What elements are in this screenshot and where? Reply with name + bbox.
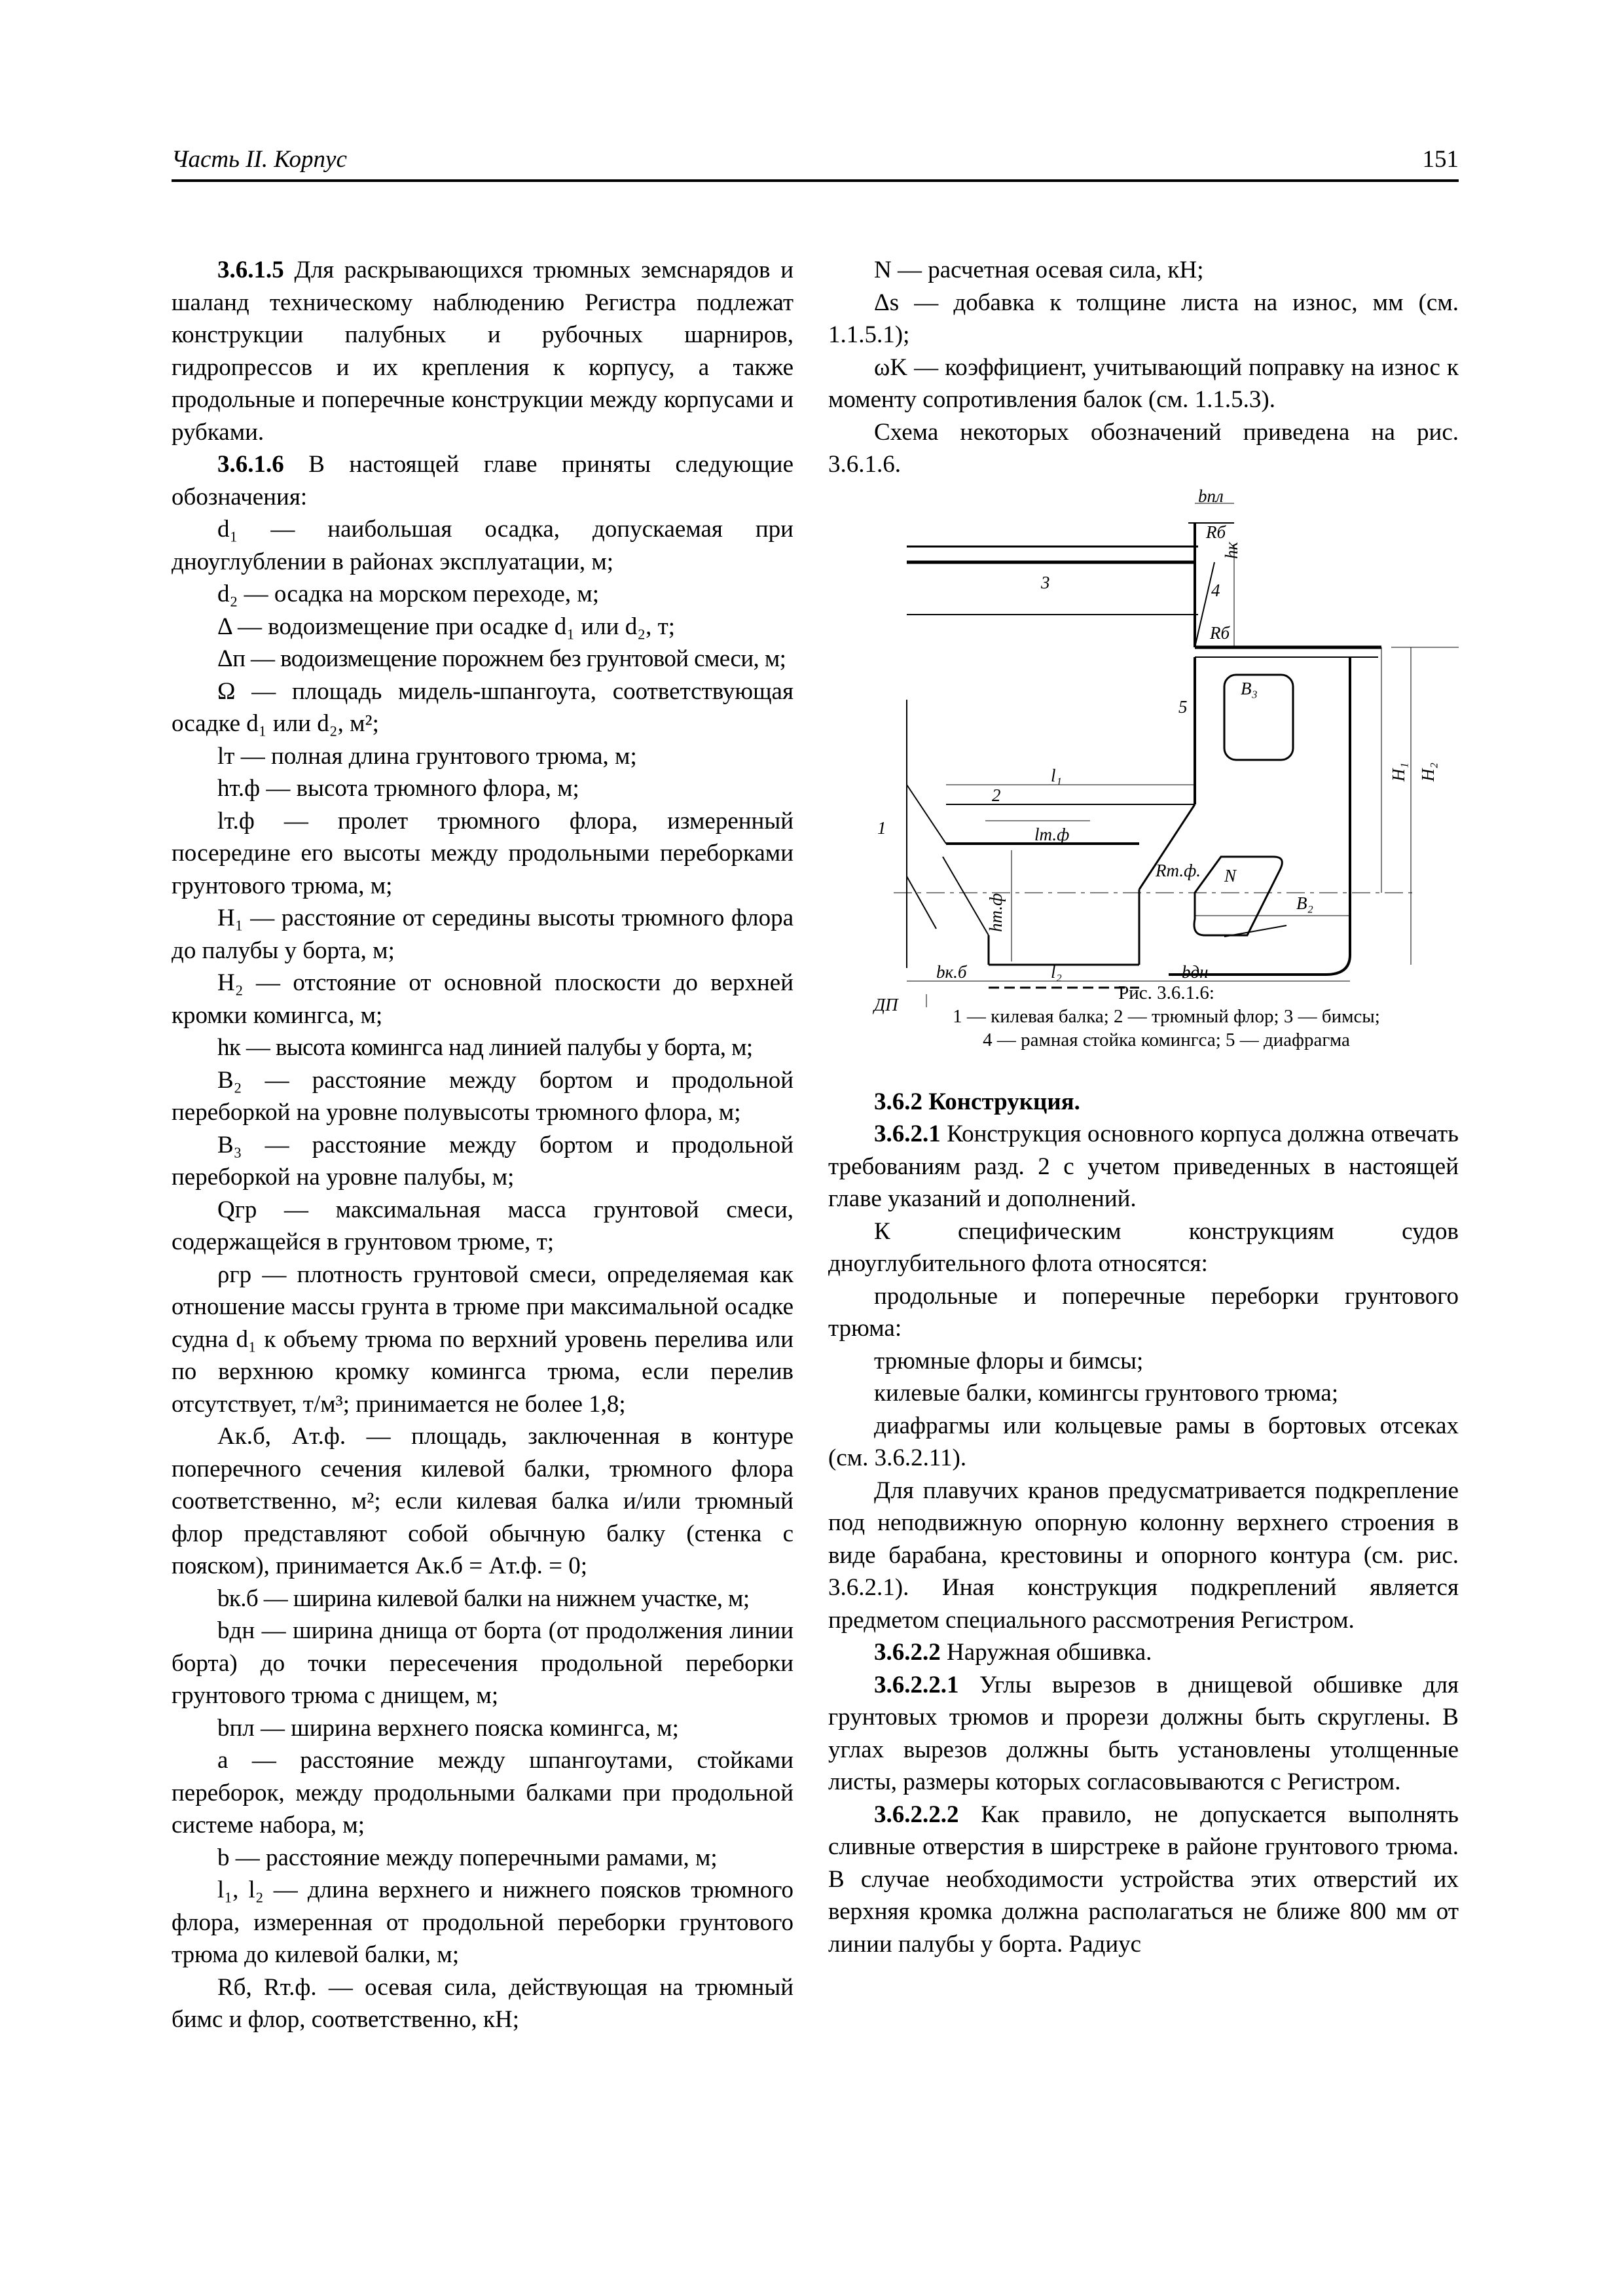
label-N: N [1224, 865, 1237, 886]
definition: Rб, Rт.ф. — осевая сила, действующая на трюмный бимс и флор, соответственно, кН; [172, 1973, 793, 2033]
label-b-pl: bпл [1198, 486, 1224, 506]
label-H2: H₂ [1418, 762, 1438, 781]
figure-3-6-1-6 [828, 484, 1459, 1052]
definition: Δs — добавка к толщине листа на износ, мм (см. 1.1.5.1); [828, 289, 1459, 348]
definition: N — расчетная осевая сила, кН; [874, 257, 1204, 283]
definition: bдн — ширина днища от борта (от продолжения линии борта) до точки пересечения продольной переборки грунтового трюма с днищем, м; [172, 1617, 793, 1709]
label-4: 4 [1211, 580, 1220, 600]
label-5: 5 [1178, 696, 1188, 717]
definition: ρгр — плотность грунтовой смеси, определяемая как отношение массы грунта в трюме при максимальной осадке судна d₁ к объему трюма по верхний уровень перелива или по верхнюю кромку комингса трюма, если перелив отсутствует, т/м³; принимается не более 1,8; [172, 1261, 793, 1418]
running-title: Часть II. Корпус [172, 146, 347, 173]
paragraph: 3.6.2.1 Конструкция основного корпуса должна отвечать требованиям разд. 2 с учетом приведенных в настоящей главе указаний и дополнений. [828, 1121, 1459, 1212]
figure-caption-title: Рис. 3.6.1.6: [1118, 982, 1214, 1003]
label-1: 1 [877, 817, 886, 838]
page-header [172, 145, 1459, 182]
paragraph: К специфическим конструкциям судов дноуглубительного флота относятся: [828, 1217, 1459, 1277]
label-H1: H₁ [1389, 762, 1408, 781]
figure-caption-legend: 4 — рамная стойка комингса; 5 — диафрагма [983, 1029, 1350, 1050]
definition: Aк.б, Aт.ф. — площадь, заключенная в контуре поперечного сечения килевой балки, трюмного флора соответственно, м²; если килевая балка и/или трюмный флор представляют собой обычную балку (стенка с пояском), принимается Aк.б = Aт.ф. = 0; [172, 1423, 793, 1579]
definition: bпл — ширина верхнего пояска комингса, м; [217, 1714, 679, 1742]
paragraph: 3.6.1.6 В настоящей главе приняты следующие обозначения: [172, 451, 793, 511]
definition: Δ — водоизмещение при осадке d₁ или d₂, т; [217, 613, 676, 640]
page-number: 151 [1422, 146, 1459, 173]
label-l-tf: lт.ф [1034, 824, 1070, 844]
definition: bк.б — ширина килевой балки на нижнем участке, м; [217, 1585, 750, 1612]
definition: lт.ф — пролет трюмного флора, измеренный посередине его высоты между продольными переборками грунтового трюма, м; [172, 807, 793, 899]
definition: B₃ — расстояние между бортом и продольной переборкой на уровне палубы, м; [172, 1131, 793, 1191]
paragraph: Схема некоторых обозначений приведена на рис. 3.6.1.6. [828, 418, 1459, 478]
paragraph: 3.6.1.5 Для раскрывающихся трюмных земснарядов и шаланд техническому наблюдению Регистра подлежат конструкции палубных и рубочных шарниров, гидропрессов и их крепления к корпусу, а также продольные и поперечные конструкции между корпусами и рубками. [172, 257, 793, 446]
label-b-dn: bдн [1182, 961, 1209, 982]
label-B2: B₂ [1296, 893, 1313, 913]
right-column [828, 254, 1459, 1960]
paragraph: Для плавучих кранов предусматривается подкрепление под неподвижную опорную колонну верхнего строения в виде барабана, крестовины и опорного контура (см. рис. 3.6.2.1). Иная конструкция подкреплений является предметом специального рассмотрения Регистром. [828, 1477, 1459, 1634]
definition: hт.ф — высота трюмного флора, м; [217, 775, 579, 802]
list-item: диафрагмы или кольцевые рамы в бортовых отсеках (см. 3.6.2.11). [828, 1412, 1459, 1471]
label-DP: ДП [874, 994, 898, 1014]
hold-section-diagram [828, 484, 1459, 1052]
label-R-b-top: Rб [1206, 522, 1226, 542]
paragraph: 3.6.2.2 Наружная обшивка. [874, 1639, 1152, 1666]
label-h-tf: hт.ф [986, 893, 1006, 932]
label-3: 3 [1041, 572, 1050, 592]
definition: Qгр — максимальная масса грунтовой смеси, содержащейся в грунтовом трюме, т; [172, 1196, 793, 1255]
definition: Ω — площадь мидель-шпангоута, соответствующая осадке d₁ или d₂, м²; [172, 677, 793, 737]
paragraph: 3.6.2.2.1 Углы вырезов в днищевой обшивке для грунтовых трюмов и прорези должны быть скруглены. В углах вырезов должны быть установлены утолщенные листы, размеры которых согласовываются с Регистром. [828, 1671, 1459, 1795]
label-h-k: hк [1222, 541, 1241, 559]
definition: l₁, l₂ — длина верхнего и нижнего поясков трюмного флора, измеренная от продольной переборки грунтового трюма до килевой балки, м; [172, 1876, 793, 1968]
definition: d₂ — осадка на морском переходе, м; [217, 581, 600, 607]
list-item: трюмные флоры и бимсы; [874, 1347, 1144, 1374]
definition: a — расстояние между шпангоутами, стойками переборок, между продольными балками при продольной системе набора, м; [172, 1747, 793, 1839]
definition: b — расстояние между поперечными рамами, м; [217, 1844, 718, 1871]
section-heading: 3.6.2 Конструкция. [874, 1088, 1080, 1115]
definition: hк — высота комингса над линией палубы у борта, м; [217, 1034, 753, 1061]
label-2: 2 [992, 785, 1001, 805]
label-l1: l₁ [1051, 765, 1062, 785]
definition: H₂ — отстояние от основной плоскости до верхней кромки комингса, м; [172, 969, 793, 1029]
paragraph: 3.6.2.2.2 Как правило, не допускается выполнять сливные отверстия в ширстреке в районе грунтового трюма. В случае необходимости устройства этих отверстий их верхняя кромка должна располагаться не ближе 800 мм от линии палубы у борта. Радиус [828, 1801, 1459, 1958]
figure-caption-legend: 1 — килевая балка; 2 — трюмный флор; 3 — бимсы; [953, 1005, 1380, 1027]
definition: H₁ — расстояние от середины высоты трюмного флора до палубы у борта, м; [172, 905, 793, 964]
list-item: килевые балки, комингсы грунтового трюма; [874, 1380, 1339, 1407]
label-B3: B₃ [1241, 678, 1258, 698]
label-l2: l₂ [1051, 961, 1062, 982]
label-b-kb: bк.б [936, 961, 967, 982]
list-item: продольные и поперечные переборки грунтового трюма: [828, 1282, 1459, 1342]
definition: B₂ — расстояние между бортом и продольной переборкой на уровне полувысоты трюмного флора, м; [172, 1066, 793, 1126]
label-R-b-mid: Rб [1210, 622, 1230, 643]
left-column [172, 254, 793, 2036]
definition: Δп — водоизмещение порожнем без грунтовой смеси, м; [217, 645, 786, 672]
definition: d₁ — наибольшая осадка, допускаемая при дноуглублении в районах эксплуатации, м; [172, 516, 793, 575]
label-R-tf: Rт.ф. [1156, 860, 1201, 880]
definition: ωK — коэффициент, учитывающий поправку на износ к моменту сопротивления балок (см. 1.1.5.3). [828, 353, 1459, 413]
definition: lт — полная длина грунтового трюма, м; [217, 742, 637, 770]
